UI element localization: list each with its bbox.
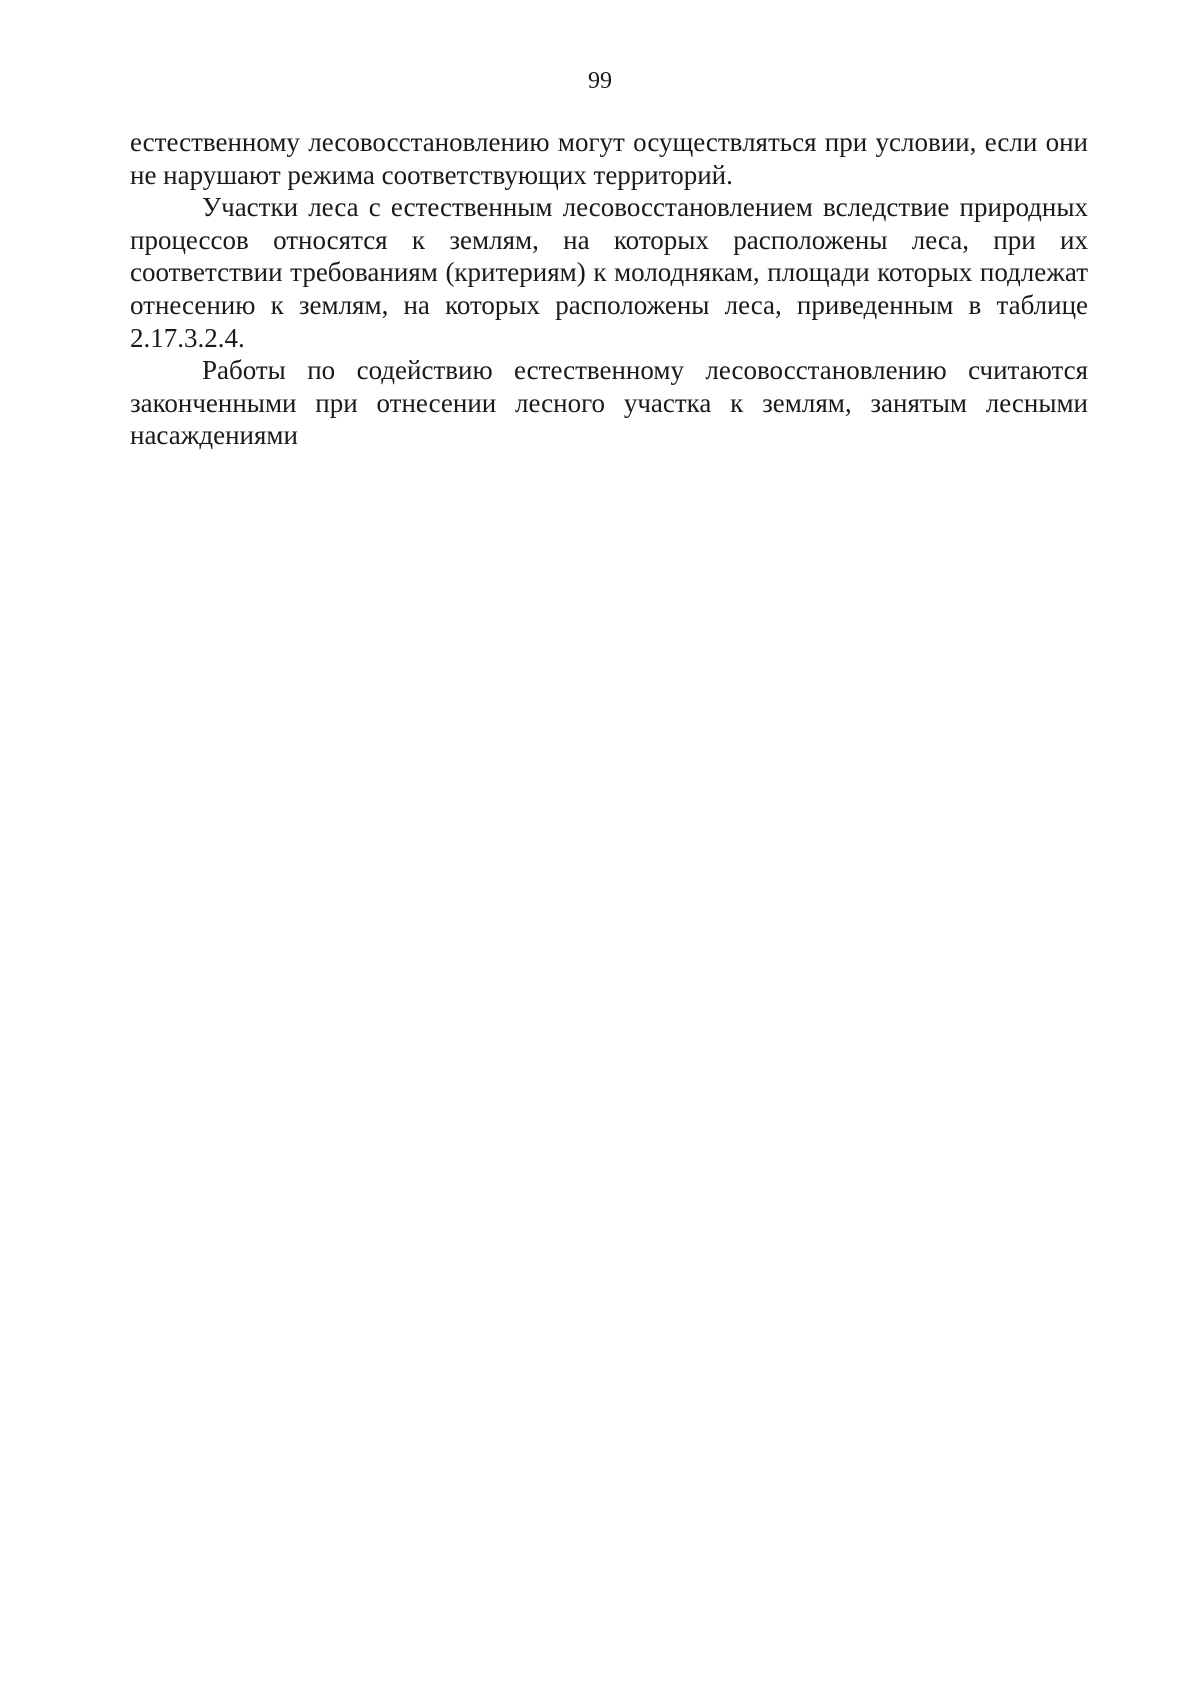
document-body <box>130 126 1088 452</box>
paragraph-works-completion: Работы по содействию естественному лесовосстановлению считаются законченными при отнесении лесного участка к землям, занятым лесными насаждениями <box>130 355 1088 451</box>
paragraph-continuation: естественному лесовосстановлению могут осуществляться при условии, если они не нарушают режима соответствующих территорий. <box>130 127 1088 190</box>
page-number: 99 <box>588 68 612 94</box>
paragraph-forest-plots: Участки леса с естественным лесовосстановлением вследствие природных процессов относятся к землям, на которых расположены леса, при их соответствии требованиям (критериям) к молоднякам, площади которых подлежат отнесению к землям, на которых расположены леса, приведенным в таблице 2.17.3.2.4. <box>130 192 1088 353</box>
